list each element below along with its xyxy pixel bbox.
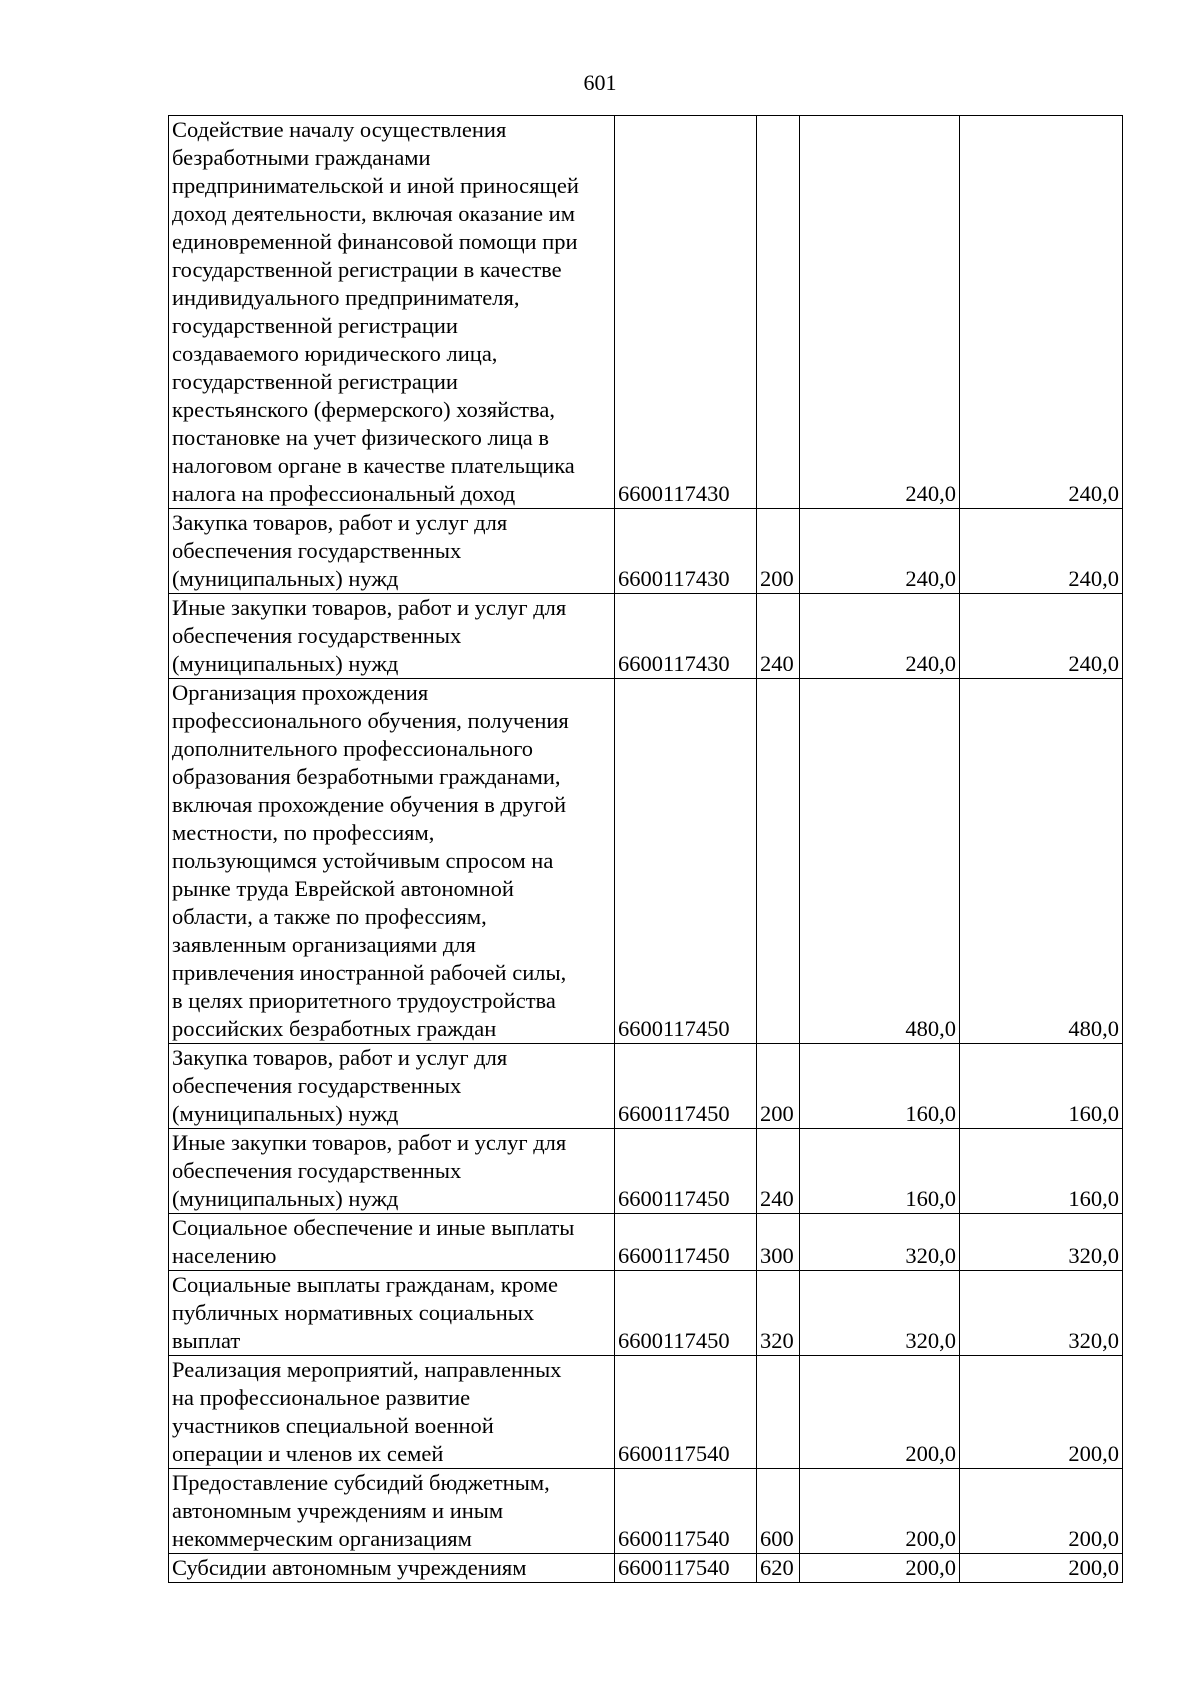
- row-name-cell: [169, 679, 615, 1044]
- row-amount-1-text: 240,0: [905, 481, 956, 506]
- row-code-text: 6600117450: [618, 1101, 730, 1126]
- budget-table: [168, 115, 1123, 1583]
- table-row: [169, 1214, 1123, 1271]
- row-name-cell: [169, 1469, 615, 1554]
- row-name-cell: [169, 1044, 615, 1129]
- row-name-text: Предоставление субсидий бюджетным, автономным учреждениям и иным некоммерческим организациям: [172, 1470, 550, 1551]
- row-code-text: 6600117430: [618, 481, 730, 506]
- table-row: [169, 116, 1123, 509]
- row-code-text: 6600117430: [618, 566, 730, 591]
- row-amount-1-cell: [800, 1044, 960, 1129]
- row-amount-1-cell: [800, 1129, 960, 1214]
- row-code-text: 6600117450: [618, 1328, 730, 1353]
- row-amount-1-text: 160,0: [905, 1186, 956, 1211]
- row-amount-2-cell: [960, 1271, 1123, 1356]
- row-amount-2-text: 200,0: [1068, 1526, 1119, 1551]
- row-expense-type-text: 320: [760, 1328, 794, 1353]
- row-amount-1-text: 480,0: [905, 1016, 956, 1041]
- row-code-cell: [615, 1271, 757, 1356]
- row-amount-1-text: 160,0: [905, 1101, 956, 1126]
- row-expense-type-cell: [757, 679, 800, 1044]
- row-name-text: Реализация мероприятий, направленных на профессиональное развитие участников специальной военной операции и членов их семей: [172, 1357, 562, 1466]
- table-row: [169, 1469, 1123, 1554]
- row-expense-type-cell: [757, 1271, 800, 1356]
- row-expense-type-text: 600: [760, 1526, 794, 1551]
- row-name-cell: [169, 509, 615, 594]
- row-name-cell: [169, 1129, 615, 1214]
- row-name-cell: [169, 1356, 615, 1469]
- table-row: [169, 1271, 1123, 1356]
- table-row: [169, 1129, 1123, 1214]
- row-name-text: Социальные выплаты гражданам, кроме публичных нормативных социальных выплат: [172, 1272, 558, 1353]
- row-name-text: Социальное обеспечение и иные выплаты населению: [172, 1215, 575, 1268]
- row-code-text: 6600117540: [618, 1441, 730, 1466]
- row-amount-1-text: 240,0: [905, 651, 956, 676]
- table-row: [169, 509, 1123, 594]
- row-expense-type-cell: [757, 1044, 800, 1129]
- row-amount-2-text: 200,0: [1068, 1555, 1119, 1580]
- row-name-text: Организация прохождения профессионального обучения, получения дополнительного профессионального образования безработными гражданами, включая прохождение обучения в другой местности, по профессиям, пользующимся устойчивым спросом на рынке труда Еврейской автономной области, а также по профессиям, заявленным организациями для привлечения иностранной рабочей силы, в целях приоритетного трудоустройства российских безработных граждан: [172, 680, 569, 1041]
- row-name-text: Иные закупки товаров, работ и услуг для обеспечения государственных (муниципальных) нужд: [172, 595, 567, 676]
- row-amount-2-cell: [960, 1356, 1123, 1469]
- row-code-text: 6600117450: [618, 1243, 730, 1268]
- row-expense-type-text: 240: [760, 651, 794, 676]
- row-name-text: Закупка товаров, работ и услуг для обеспечения государственных (муниципальных) нужд: [172, 510, 508, 591]
- row-expense-type-text: 300: [760, 1243, 794, 1268]
- row-amount-2-text: 160,0: [1068, 1186, 1119, 1211]
- row-amount-2-text: 320,0: [1068, 1243, 1119, 1268]
- row-amount-1-text: 200,0: [905, 1526, 956, 1551]
- row-amount-2-cell: [960, 594, 1123, 679]
- row-code-cell: [615, 1129, 757, 1214]
- row-amount-1-cell: [800, 509, 960, 594]
- table-row: [169, 1044, 1123, 1129]
- row-expense-type-cell: [757, 1469, 800, 1554]
- row-code-cell: [615, 1044, 757, 1129]
- row-amount-2-text: 240,0: [1068, 566, 1119, 591]
- page-number: 601: [583, 70, 617, 95]
- row-amount-2-cell: [960, 509, 1123, 594]
- row-name-cell: [169, 1554, 615, 1583]
- row-amount-2-text: 160,0: [1068, 1101, 1119, 1126]
- row-expense-type-cell: [757, 116, 800, 509]
- row-amount-1-cell: [800, 594, 960, 679]
- row-expense-type-text: 200: [760, 566, 794, 591]
- row-amount-2-cell: [960, 1129, 1123, 1214]
- row-amount-1-text: 240,0: [905, 566, 956, 591]
- row-name-cell: [169, 1271, 615, 1356]
- row-expense-type-cell: [757, 1554, 800, 1583]
- row-amount-2-cell: [960, 116, 1123, 509]
- row-amount-1-cell: [800, 1214, 960, 1271]
- row-code-cell: [615, 1554, 757, 1583]
- row-amount-2-cell: [960, 679, 1123, 1044]
- row-amount-2-text: 240,0: [1068, 651, 1119, 676]
- row-name-text: Закупка товаров, работ и услуг для обеспечения государственных (муниципальных) нужд: [172, 1045, 508, 1126]
- row-code-cell: [615, 509, 757, 594]
- row-amount-1-cell: [800, 679, 960, 1044]
- row-amount-2-cell: [960, 1554, 1123, 1583]
- row-code-cell: [615, 594, 757, 679]
- row-name-cell: [169, 116, 615, 509]
- row-amount-1-cell: [800, 1469, 960, 1554]
- row-expense-type-cell: [757, 1129, 800, 1214]
- row-amount-2-cell: [960, 1469, 1123, 1554]
- row-code-text: 6600117450: [618, 1186, 730, 1211]
- budget-table-body: [169, 116, 1123, 1583]
- row-name-text: Содействие началу осуществления безработными гражданами предпринимательской и иной приносящей доход деятельности, включая оказание им единовременной финансовой помощи при государственной регистрации в качестве индивидуального предпринимателя, государственной регистрации создаваемого юридического лица, государственной регистрации крестьянского (фермерского) хозяйства, постановке на учет физического лица в налоговом органе в качестве плательщика налога на профессиональный доход: [172, 117, 579, 506]
- row-code-cell: [615, 679, 757, 1044]
- row-code-text: 6600117430: [618, 651, 730, 676]
- row-name-cell: [169, 1214, 615, 1271]
- row-amount-2-cell: [960, 1214, 1123, 1271]
- row-code-text: 6600117450: [618, 1016, 730, 1041]
- row-code-text: 6600117540: [618, 1526, 730, 1551]
- row-amount-2-text: 480,0: [1068, 1016, 1119, 1041]
- row-expense-type-cell: [757, 1356, 800, 1469]
- row-name-cell: [169, 594, 615, 679]
- row-amount-1-cell: [800, 1271, 960, 1356]
- row-code-cell: [615, 1469, 757, 1554]
- row-expense-type-cell: [757, 594, 800, 679]
- row-name-text: Субсидии автономным учреждениям: [172, 1555, 527, 1580]
- row-expense-type-text: 240: [760, 1186, 794, 1211]
- row-amount-1-cell: [800, 1554, 960, 1583]
- row-expense-type-cell: [757, 509, 800, 594]
- row-amount-1-cell: [800, 116, 960, 509]
- row-amount-2-cell: [960, 1044, 1123, 1129]
- row-amount-1-text: 200,0: [905, 1441, 956, 1466]
- table-row: [169, 1356, 1123, 1469]
- row-expense-type-cell: [757, 1214, 800, 1271]
- table-row: [169, 594, 1123, 679]
- row-amount-1-cell: [800, 1356, 960, 1469]
- row-amount-1-text: 320,0: [905, 1328, 956, 1353]
- table-row: [169, 1554, 1123, 1583]
- row-amount-2-text: 200,0: [1068, 1441, 1119, 1466]
- row-amount-1-text: 320,0: [905, 1243, 956, 1268]
- row-name-text: Иные закупки товаров, работ и услуг для обеспечения государственных (муниципальных) нужд: [172, 1130, 567, 1211]
- row-code-cell: [615, 1214, 757, 1271]
- row-amount-2-text: 320,0: [1068, 1328, 1119, 1353]
- row-amount-2-text: 240,0: [1068, 481, 1119, 506]
- row-code-text: 6600117540: [618, 1555, 730, 1580]
- table-row: [169, 679, 1123, 1044]
- row-code-cell: [615, 1356, 757, 1469]
- row-expense-type-text: 200: [760, 1101, 794, 1126]
- row-amount-1-text: 200,0: [905, 1555, 956, 1580]
- row-expense-type-text: 620: [760, 1555, 794, 1580]
- row-code-cell: [615, 116, 757, 509]
